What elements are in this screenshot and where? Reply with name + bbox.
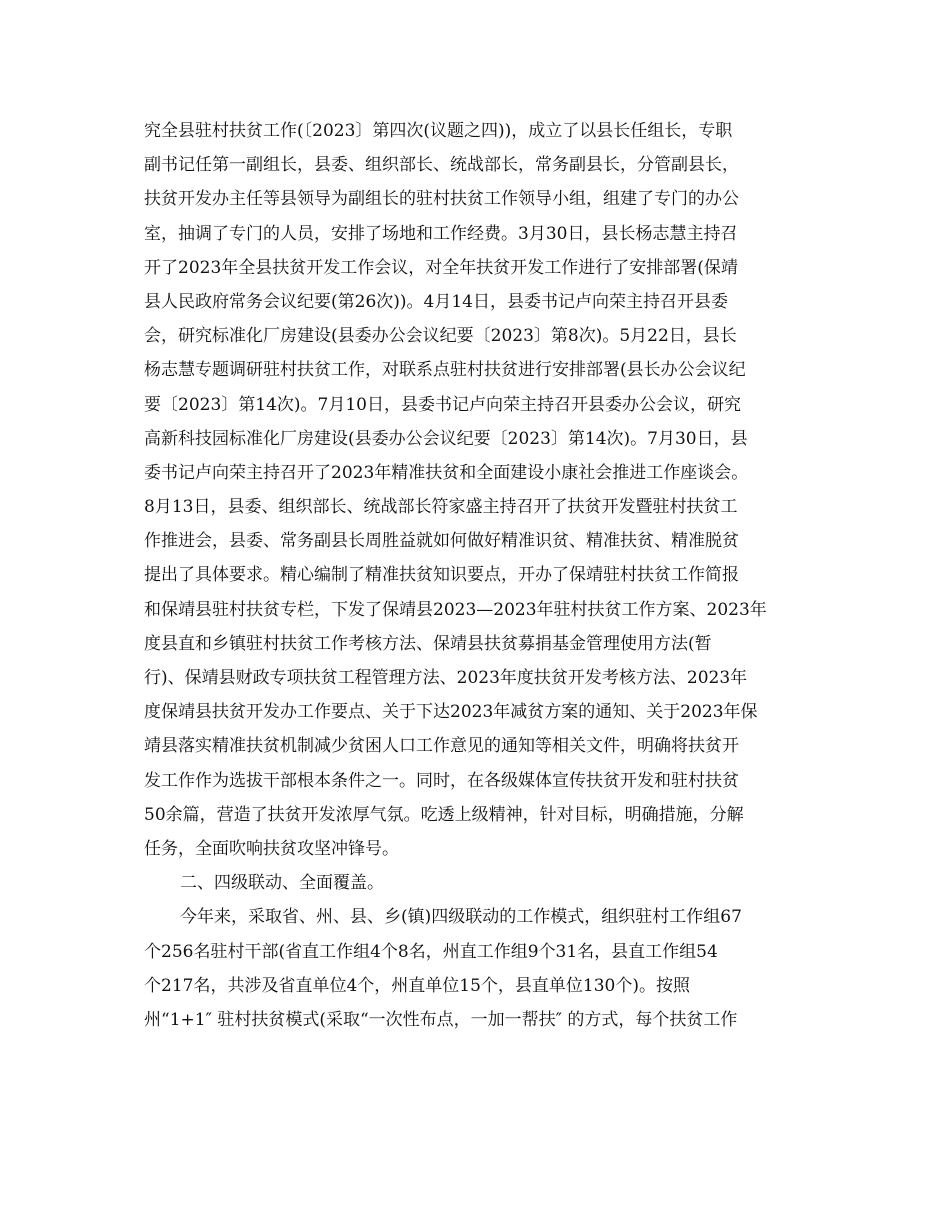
text-line: 个217名，共涉及省直单位4个，州直单位15个，县直单位130个)。按照 (144, 975, 690, 996)
text-line: 会，研究标准化厂房建设(县委办公会议纪要〔2023〕第8次)。5月22日，县长 (144, 326, 737, 347)
text-line: 发工作作为选拔干部根本条件之一。同时，在各级媒体宣传扶贫开发和驻村扶贫 (144, 770, 739, 791)
text-line: 扶贫开发办主任等县领导为副组长的驻村扶贫工作领导小组，组建了专门的办公 (144, 189, 739, 210)
text-line: 州“1+1″ 驻村扶贫模式(采取“一次性布点，一加一帮扶″ 的方式，每个扶贫工作 (144, 1009, 738, 1030)
text-line: 8月13日，县委、组织部长、统战部长符家盛主持召开了扶贫开发暨驻村扶贫工 (144, 497, 738, 518)
text-line: 今年来，采取省、州、县、乡(镇)四级联动的工作模式，组织驻村工作组67 (180, 907, 742, 928)
text-line: 副书记任第一副组长，县委、组织部长、统战部长，常务副县长，分管副县长， (144, 155, 739, 176)
text-line: 靖县落实精准扶贫机制减少贫困人口工作意见的通知等相关文件，明确将扶贫开 (144, 736, 739, 757)
text-line: 和保靖县驻村扶贫专栏，下发了保靖县2023—2023年驻村扶贫工作方案、2023年 (144, 599, 767, 620)
document-body (144, 114, 806, 1037)
text-line: 高新科技园标准化厂房建设(县委办公会议纪要〔2023〕第14次)。7月30日，县 (144, 428, 748, 449)
text-line: 杨志慧专题调研驻村扶贫工作，对联系点驻村扶贫进行安排部署(县长办公会议纪 (144, 360, 746, 381)
text-line: 县人民政府常务会议纪要(第26次))。4月14日，县委书记卢向荣主持召开县委 (144, 291, 728, 312)
text-line: 度保靖县扶贫开发办工作要点、关于下达2023年减贫方案的通知、关于2023年保 (144, 702, 758, 723)
text-line: 室，抽调了专门的人员，安排了场地和工作经费。3月30日，县长杨志慧主持召 (144, 223, 738, 244)
text-line: 要〔2023〕第14次)。7月10日，县委书记卢向荣主持召开县委办公会议，研究 (144, 394, 741, 415)
text-line: 任务，全面吹响扶贫攻坚冲锋号。 (144, 838, 399, 859)
text-line: 作推进会，县委、常务副县长周胜益就如何做好精准识贫、精准扶贫、精准脱贫 (144, 531, 739, 552)
text-line: 度县直和乡镇驻村扶贫工作考核方法、保靖县扶贫募捐基金管理使用方法(暂 (144, 633, 712, 654)
paragraph-two (144, 900, 806, 1037)
text-line: 提出了具体要求。精心编制了精准扶贫知识要点，开办了保靖驻村扶贫工作简报 (144, 565, 739, 586)
text-line: 50余篇，营造了扶贫开发浓厚气氛。吃透上级精神，针对目标，明确措施，分解 (144, 804, 744, 825)
section-heading: 二、四级联动、全面覆盖。 (180, 873, 384, 894)
text-line: 究全县驻村扶贫工作(〔2023〕第四次(议题之四))，成立了以县长任组长，专职 (144, 121, 733, 141)
text-line: 开了2023年全县扶贫开发工作会议，对全年扶贫开发工作进行了安排部署(保靖 (144, 257, 738, 278)
text-line: 行)、保靖县财政专项扶贫工程管理方法、2023年度扶贫开发考核方法、2023年 (144, 668, 748, 688)
paragraph-one (144, 114, 806, 866)
text-line: 个256名驻村干部(省直工作组4个8名，州直工作组9个31名，县直工作组54 (144, 941, 718, 962)
text-line: 委书记卢向荣主持召开了2023年精准扶贫和全面建设小康社会推进工作座谈会。 (144, 462, 749, 483)
